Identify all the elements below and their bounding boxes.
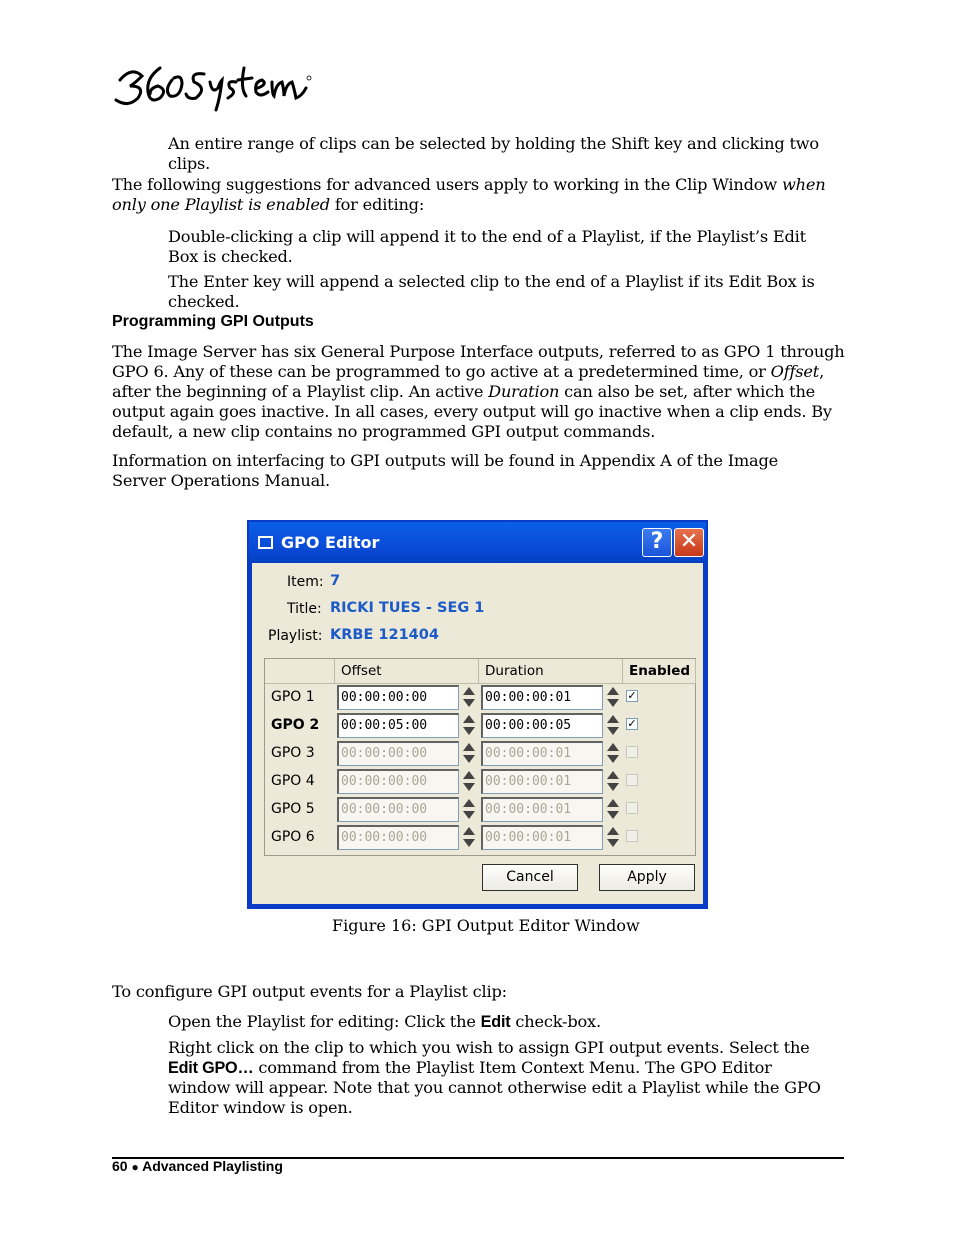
offset-input[interactable]: 00:00:00:00 [337,741,459,766]
spin-up-icon[interactable] [463,827,475,835]
spin-down-icon[interactable] [463,755,475,763]
spin-up-icon[interactable] [607,715,619,723]
paragraph-enter-key: The Enter key will append a selected clip to the end of a Playlist if its Edit Box is checked. [168,272,815,311]
offset-spinner[interactable] [460,741,478,766]
spin-down-icon[interactable] [463,811,475,819]
playlist-value: KRBE 121404 [330,627,439,643]
duration-spinner[interactable] [604,713,622,738]
offset-spinner[interactable] [460,713,478,738]
spin-up-icon[interactable] [463,799,475,807]
close-button[interactable]: ✕ [674,528,704,557]
offset-input[interactable]: 00:00:00:00 [337,769,459,794]
dialog-body [249,563,706,907]
spin-down-icon[interactable] [607,755,619,763]
spin-up-icon[interactable] [463,687,475,695]
paragraph-open-playlist: Open the Playlist for editing: Click the Edit check-box. [168,1012,601,1031]
spin-up-icon[interactable] [463,771,475,779]
gpo-row-label: GPO 6 [271,829,315,845]
section-heading: Programming GPI Outputs [112,313,314,330]
page-footer [112,1158,283,1174]
spin-down-icon[interactable] [463,839,475,847]
spin-up-icon[interactable] [607,827,619,835]
paragraph-advanced-users: The following suggestions for advanced users apply to working in the Clip Window when only one Playlist is enabled for editing: [112,175,826,214]
spin-down-icon[interactable] [463,783,475,791]
duration-spinner[interactable] [604,797,622,822]
enabled-checkbox[interactable]: ✓ [627,717,637,730]
spin-up-icon[interactable] [607,799,619,807]
offset-input[interactable]: 00:00:00:00 [337,797,459,822]
offset-input[interactable]: 00:00:05:00 [337,713,459,738]
spin-down-icon[interactable] [607,839,619,847]
duration-input[interactable]: 00:00:00:05 [481,713,603,738]
company-logo [112,58,312,114]
spin-up-icon[interactable] [463,715,475,723]
spin-up-icon[interactable] [607,687,619,695]
spin-down-icon[interactable] [607,811,619,819]
offset-input[interactable]: 00:00:00:00 [337,825,459,850]
spin-down-icon[interactable] [607,699,619,707]
gpo-row-label: GPO 3 [271,745,315,761]
offset-spinner[interactable] [460,685,478,710]
bullet-icon: ● [131,1160,139,1174]
apply-button[interactable]: Apply [599,864,695,891]
gpo-row-label: GPO 2 [271,717,320,733]
duration-input[interactable]: 00:00:00:01 [481,825,603,850]
enabled-checkbox[interactable] [626,830,638,842]
title-value: RICKI TUES - SEG 1 [330,600,485,616]
item-label: Item: [287,574,324,590]
paragraph-double-click: Double-clicking a clip will append it to the end of a Playlist, if the Playlist’s Edit Box is checked. [168,227,806,266]
item-value: 7 [330,573,341,589]
spin-up-icon[interactable] [607,771,619,779]
offset-input[interactable]: 00:00:00:00 [337,685,459,710]
playlist-label: Playlist: [268,628,323,644]
dialog-title: GPO Editor [281,533,380,552]
gpo-grid [264,658,696,856]
spin-down-icon[interactable] [607,727,619,735]
duration-input[interactable]: 00:00:00:01 [481,797,603,822]
header-duration: Duration [479,659,623,684]
paragraph-gpi-intro: The Image Server has six General Purpose Interface outputs, referred to as GPO 1 through GPO 6. Any of these can be programmed to go active at a predetermined time, or Offset, after the beginning of a Playlist clip. An active Duration can also be set, after which the output again goes inactive. In all cases, every output will go inactive when a clip ends. By default, a new clip contains no programmed GPI output commands. [112,342,845,441]
footer-section: Advanced Playlisting [142,1158,283,1174]
spin-down-icon[interactable] [463,699,475,707]
duration-spinner[interactable] [604,741,622,766]
duration-spinner[interactable] [604,769,622,794]
paragraph-right-click: Right click on the clip to which you wish to assign GPI output events. Select the Edit GPO… command from the Playlist Item Context Menu. The GPO Editor window will appear. Note that you cannot otherwise edit a Playlist while the GPO Editor window is open. [168,1038,821,1117]
duration-input[interactable]: 00:00:00:01 [481,741,603,766]
paragraph-appendix: Information on interfacing to GPI outputs will be found in Appendix A of the Image Server Operations Manual. [112,451,779,490]
offset-spinner[interactable] [460,797,478,822]
cancel-button[interactable]: Cancel [482,864,578,891]
header-offset: Offset [335,659,479,684]
paragraph-range-select: An entire range of clips can be selected by holding the Shift key and clicking two clips. [168,134,819,173]
page-number: 60 [112,1158,128,1174]
duration-spinner[interactable] [604,825,622,850]
spin-down-icon[interactable] [463,727,475,735]
dialog-titlebar[interactable] [249,522,706,563]
enabled-checkbox[interactable] [626,746,638,758]
enabled-checkbox[interactable] [626,774,638,786]
window-icon [258,536,273,549]
paragraph-configure: To configure GPI output events for a Playlist clip: [112,982,507,1001]
spin-up-icon[interactable] [607,743,619,751]
enabled-checkbox[interactable] [626,802,638,814]
header-enabled: Enabled [623,659,696,684]
figure-caption: Figure 16: GPI Output Editor Window [332,916,640,935]
title-label: Title: [287,601,322,617]
offset-spinner[interactable] [460,769,478,794]
gpo-row-label: GPO 1 [271,689,315,705]
gpo-row-label: GPO 5 [271,801,315,817]
duration-spinner[interactable] [604,685,622,710]
duration-input[interactable]: 00:00:00:01 [481,769,603,794]
spin-down-icon[interactable] [607,783,619,791]
offset-spinner[interactable] [460,825,478,850]
spin-up-icon[interactable] [463,743,475,751]
header-blank [265,659,335,684]
gpo-row-label: GPO 4 [271,773,315,789]
enabled-checkbox[interactable]: ✓ [627,689,637,702]
gpo-editor-dialog [247,520,708,909]
help-button[interactable]: ? [642,528,672,557]
duration-input[interactable]: 00:00:00:01 [481,685,603,710]
